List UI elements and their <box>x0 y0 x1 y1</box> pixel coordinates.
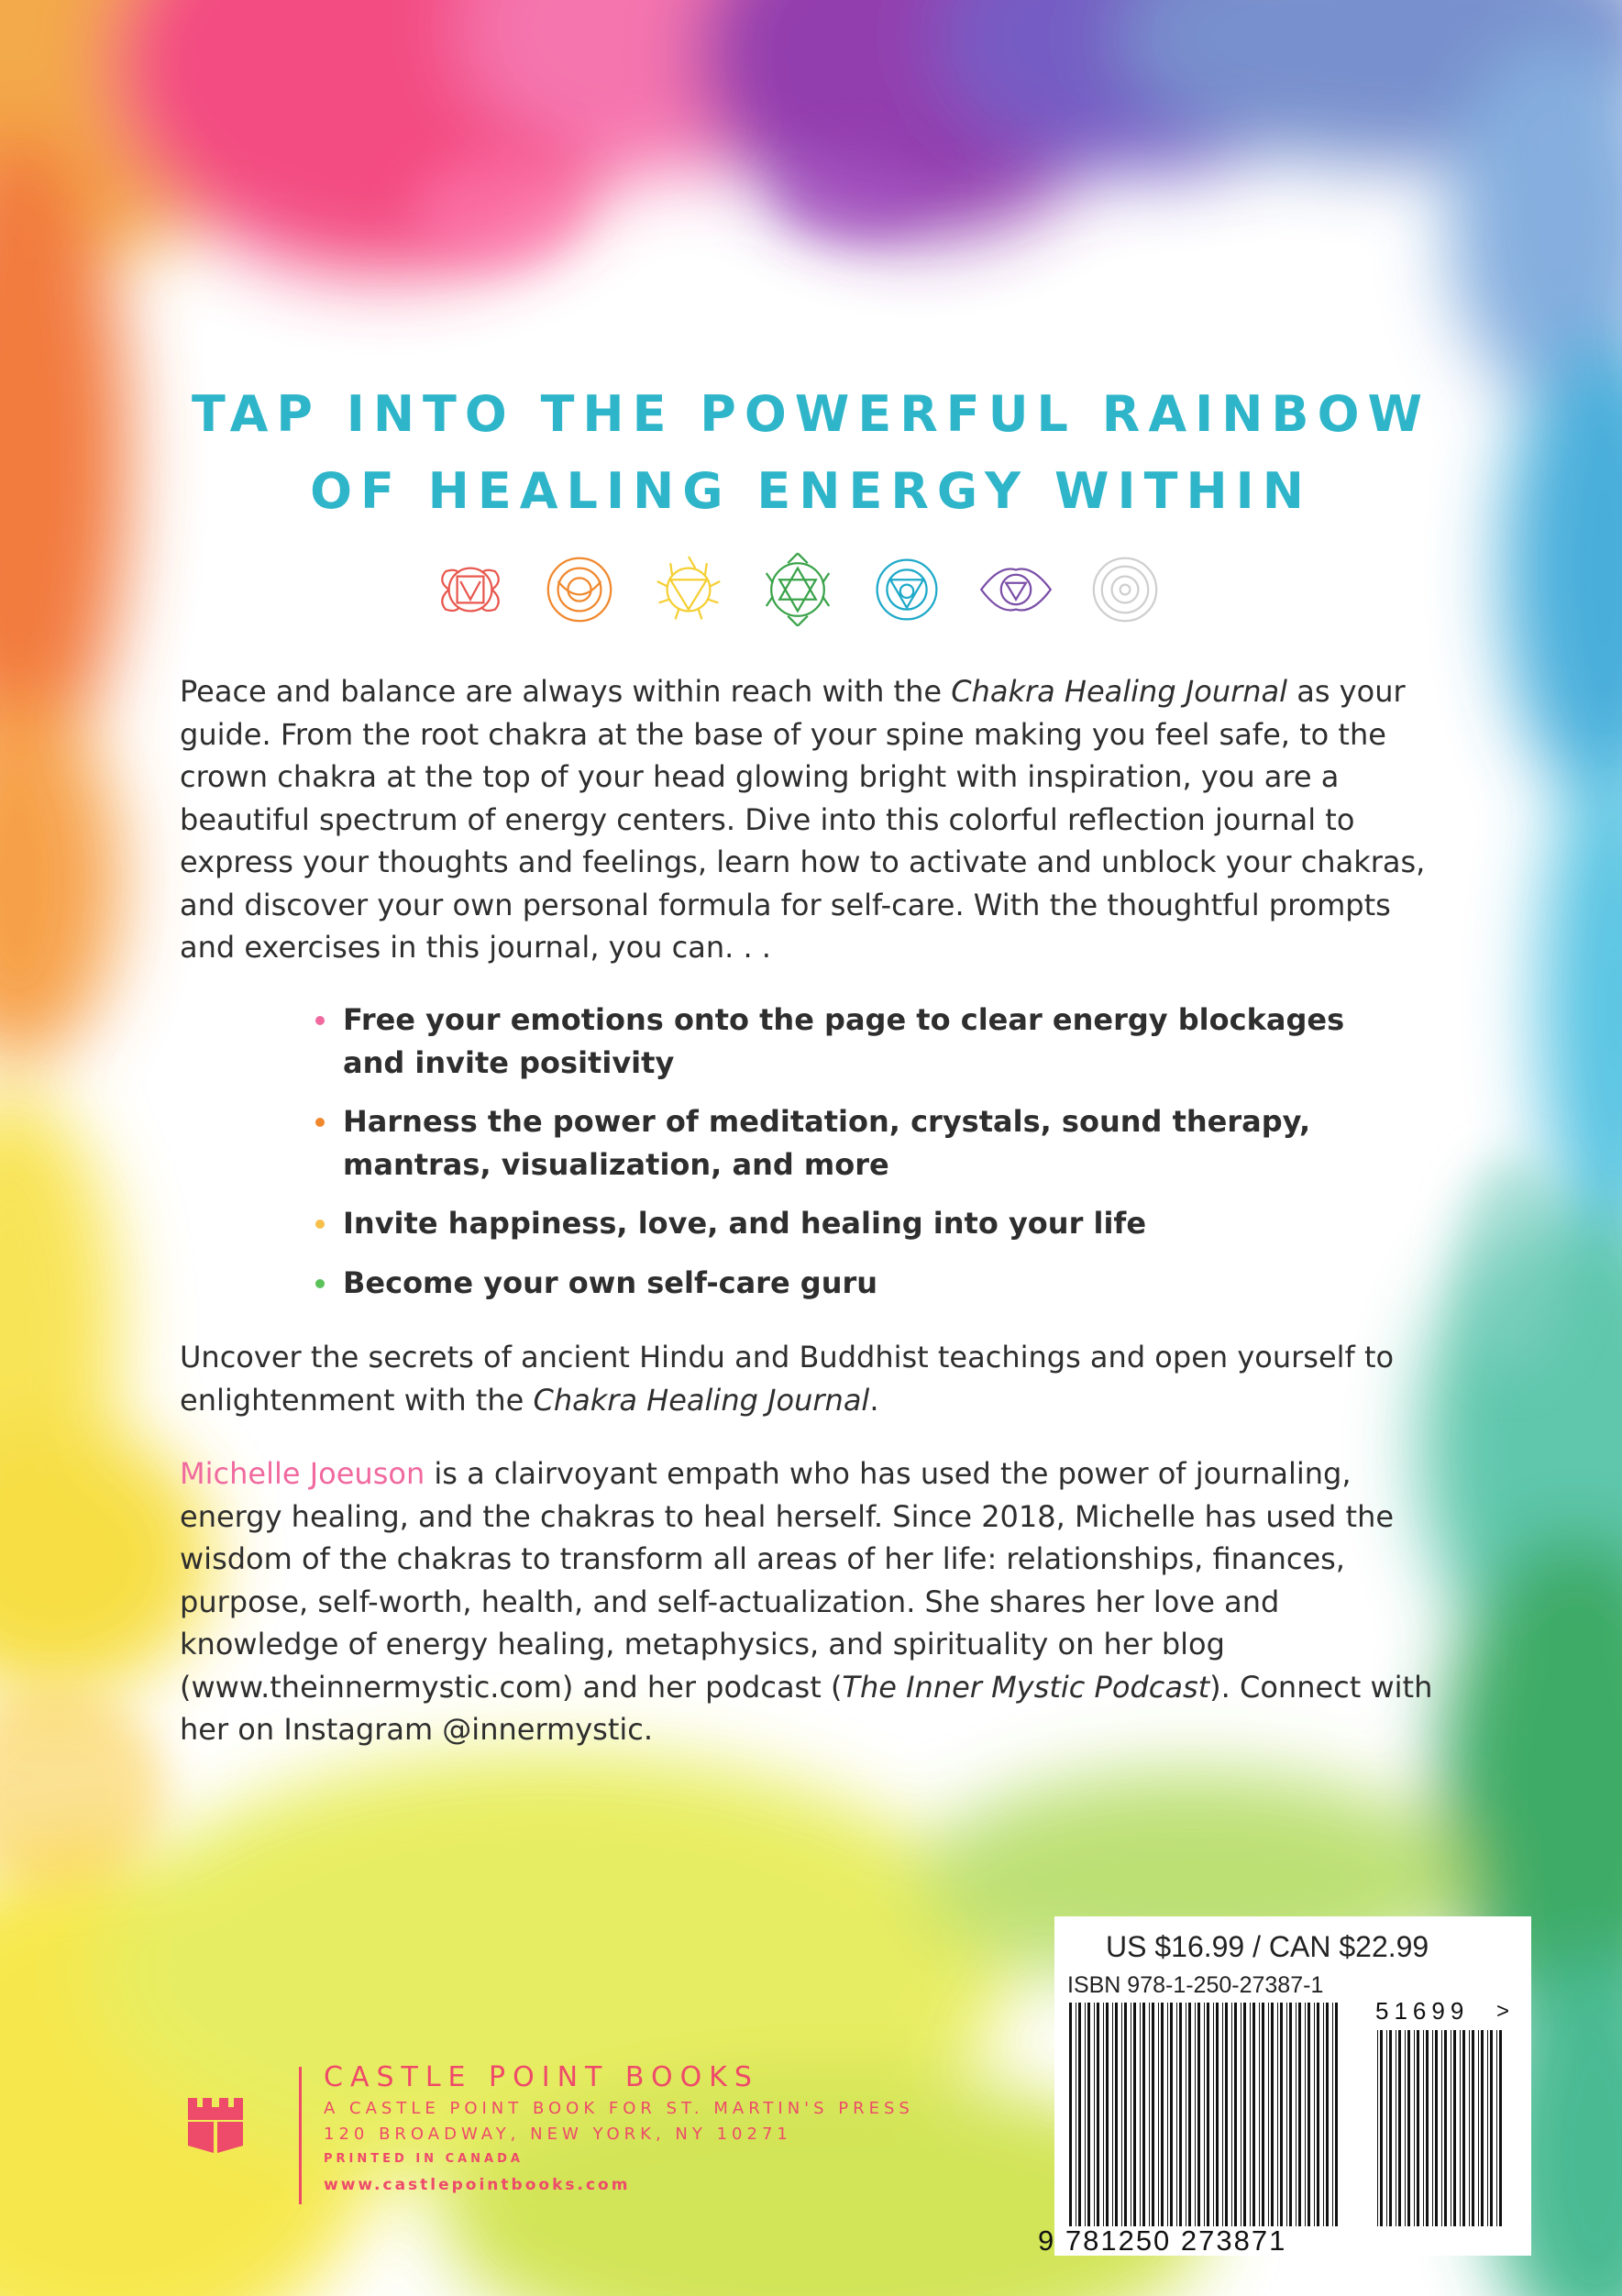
addon-arrow: > <box>1496 1999 1510 2024</box>
barcode-bar <box>1472 2030 1474 2226</box>
barcode-bar <box>1487 2030 1488 2226</box>
barcode-bar <box>1176 2003 1177 2226</box>
barcode-bar <box>1179 2003 1182 2226</box>
barcode-bar <box>1170 2003 1173 2226</box>
barcode-bar <box>1389 2030 1392 2226</box>
closing-paragraph <box>180 1336 1445 1421</box>
barcode-bar <box>1386 2030 1387 2226</box>
barcode-bar <box>1289 2003 1292 2226</box>
barcode-bar <box>1405 2030 1406 2226</box>
barcode-bar <box>1417 2030 1419 2226</box>
barcode-bar <box>1115 2003 1118 2226</box>
bullet-dot <box>315 1118 325 1127</box>
barcode-bar <box>1314 2003 1315 2226</box>
barcode-bar <box>1460 2030 1461 2226</box>
headline <box>0 376 1622 530</box>
barcode-bar <box>1298 2003 1301 2226</box>
barcode-bar <box>1441 2030 1442 2226</box>
barcode-bar <box>1414 2030 1415 2226</box>
bio-text-2: ). Connect with her on Instagram @innermystic. <box>180 1669 1433 1747</box>
barcode-bar <box>1231 2003 1232 2226</box>
barcode-bar <box>1432 2030 1433 2226</box>
list-item <box>315 1202 1370 1245</box>
isbn-barcode <box>1067 2003 1342 2226</box>
barcode-bar <box>1398 2030 1401 2226</box>
barcode-bar <box>1152 2003 1154 2226</box>
root-chakra-icon <box>429 548 512 631</box>
barcode-bar <box>1078 2003 1081 2226</box>
barcode-bar <box>1204 2003 1205 2226</box>
barcode-bar <box>1243 2003 1246 2226</box>
publisher-address: 120 BROADWAY, NEW YORK, NY 10271 <box>324 2125 792 2144</box>
barcode-bar <box>1326 2003 1329 2226</box>
barcode-bar <box>1308 2003 1310 2226</box>
sacral-chakra-icon <box>538 548 621 631</box>
barcode-bar <box>1453 2030 1456 2226</box>
intro-paragraph <box>180 670 1445 969</box>
barcode-bar <box>1106 2003 1109 2226</box>
barcode-bar <box>1407 2030 1410 2226</box>
barcode-bar <box>1140 2003 1141 2226</box>
throat-chakra-icon <box>866 548 948 631</box>
barcode-bar <box>1271 2003 1274 2226</box>
barcode-bar <box>1268 2003 1269 2226</box>
barcode-bar <box>1216 2003 1219 2226</box>
barcode-bar <box>1250 2003 1251 2226</box>
barcode-bar <box>1161 2003 1164 2226</box>
list-item <box>315 1100 1370 1186</box>
bullet-text: Become your own self-care guru <box>343 1264 878 1300</box>
bullet-text: Free your emotions onto the page to clear energy blockages and invite positivity <box>343 1002 1345 1080</box>
publisher-url[interactable]: www.castlepointbooks.com <box>324 2176 631 2194</box>
barcode-bar <box>1469 2030 1470 2226</box>
headline-line-1: TAP INTO THE POWERFUL RAINBOW <box>191 385 1431 443</box>
intro-text-1: Peace and balance are always within reach with the <box>180 674 952 709</box>
bio-text-1: is a clairvoyant empath who has used the power of journaling, energy healing, and the chakras to heal herself. Since 2018, Michelle has used the wisdom of the chakras to transform all areas of her life: relationships, finances, purpose, self-worth, health, and self-actualization. She shares her love and knowledge of energy healing, metaphysics, and spirituality on her blog (www.theinnermystic.com) and her podcast ( <box>180 1456 1395 1705</box>
bullet-text: Invite happiness, love, and healing into your life <box>343 1206 1147 1241</box>
barcode-bar <box>1103 2003 1104 2226</box>
barcode-bar <box>1490 2030 1493 2226</box>
barcode-bar <box>1097 2003 1099 2226</box>
barcode-bar <box>1087 2003 1090 2226</box>
publisher-divider <box>299 2067 302 2204</box>
closing-book-title: Chakra Healing Journal <box>533 1382 870 1418</box>
bullet-dot <box>315 1016 325 1025</box>
barcode-bar <box>1332 2003 1333 2226</box>
printed-in: PRINTED IN CANADA <box>324 2152 524 2166</box>
barcode-bar <box>1094 2003 1095 2226</box>
price-addon-barcode <box>1375 2030 1504 2226</box>
list-item <box>315 1262 1370 1305</box>
barcode-bar <box>1069 2003 1072 2226</box>
barcode-bar <box>1213 2003 1214 2226</box>
barcode-bar <box>1252 2003 1255 2226</box>
publisher-text <box>324 2059 965 2199</box>
barcode-bar <box>1259 2003 1260 2226</box>
author-name: Michelle Joeuson <box>180 1456 425 1491</box>
barcode-bar <box>1167 2003 1168 2226</box>
barcode-bar <box>1149 2003 1150 2226</box>
barcode-bar <box>1481 2030 1484 2226</box>
barcode-bar <box>1207 2003 1209 2226</box>
publisher-name: CASTLE POINT BOOKS <box>324 2061 759 2093</box>
castle-logo-icon <box>186 2098 245 2153</box>
closing-text-2: . <box>869 1382 879 1418</box>
bullet-text: Harness the power of meditation, crystals, sound therapy, mantras, visualization, and more <box>343 1104 1311 1182</box>
barcode-bar <box>1496 2030 1497 2226</box>
barcode-bar <box>1423 2030 1424 2226</box>
barcode-bar <box>1188 2003 1191 2226</box>
barcode-bar <box>1277 2003 1278 2226</box>
author-bio <box>180 1452 1445 1751</box>
barcode-bar <box>1323 2003 1324 2226</box>
barcode-bar <box>1124 2003 1127 2226</box>
barcode-bar <box>1435 2030 1438 2226</box>
benefit-list <box>315 999 1370 1320</box>
barcode-bar <box>1262 2003 1264 2226</box>
barcode-bar <box>1280 2003 1283 2226</box>
barcode-digits: 9 781250 273871 <box>1038 2224 1287 2257</box>
chakra-icon-row <box>429 548 1181 636</box>
barcode-bar <box>1499 2030 1502 2226</box>
barcode-bar <box>1286 2003 1287 2226</box>
barcode-bar <box>1377 2030 1378 2226</box>
barcode-bar <box>1478 2030 1479 2226</box>
barcode-bar <box>1142 2003 1145 2226</box>
barcode-bar <box>1305 2003 1306 2226</box>
closing-text-1: Uncover the secrets of ancient Hindu and Buddhist teachings and open yourself to enlightenment with the <box>180 1340 1395 1418</box>
barcode-bar <box>1112 2003 1113 2226</box>
barcode-bar <box>1462 2030 1465 2226</box>
price-addon-code: 51699 <box>1375 1997 1470 2025</box>
intro-text-2: as your guide. From the root chakra at the base of your spine making you feel safe, to the crown chakra at the top of your head glowing bright with inspiration, you are a beautiful spectrum of energy centers. Dive into this colorful reflection journal to express your thoughts and feelings, learn how to activate and unblock your chakras, and discover your own personal formula for self-care. With the thoughtful prompts and exercises in this journal, you can. . . <box>180 674 1426 965</box>
podcast-title: The Inner Mystic Podcast <box>842 1669 1210 1705</box>
publisher-imprint-line: A CASTLE POINT BOOK FOR ST. MARTIN'S PRESS <box>324 2099 914 2118</box>
barcode-bar <box>1426 2030 1429 2226</box>
barcode-bar <box>1380 2030 1383 2226</box>
barcode-bar <box>1197 2003 1200 2226</box>
barcode-bar <box>1317 2003 1319 2226</box>
third-eye-chakra-icon <box>975 548 1057 631</box>
headline-line-2: OF HEALING ENERGY WITHIN <box>310 462 1312 520</box>
isbn-label: ISBN 978-1-250-27387-1 <box>1067 1972 1324 1998</box>
crown-chakra-icon <box>1084 548 1166 631</box>
barcode-bar <box>1444 2030 1447 2226</box>
barcode-bar <box>1133 2003 1136 2226</box>
intro-book-title: Chakra Healing Journal <box>951 674 1288 709</box>
barcode-bar <box>1225 2003 1228 2226</box>
bullet-dot <box>315 1220 325 1229</box>
list-item <box>315 999 1370 1084</box>
bullet-dot <box>315 1279 325 1288</box>
barcode-bar <box>1222 2003 1223 2226</box>
price-label: US $16.99 / CAN $22.99 <box>1106 1930 1429 1963</box>
barcode-bar <box>1195 2003 1196 2226</box>
solar-plexus-chakra-icon <box>647 548 730 631</box>
barcode-bar <box>1085 2003 1086 2226</box>
barcode-bar <box>1158 2003 1159 2226</box>
barcode-bar <box>1234 2003 1237 2226</box>
barcode-bar <box>1121 2003 1122 2226</box>
heart-chakra-icon <box>756 548 839 631</box>
barcode-bar <box>1335 2003 1338 2226</box>
